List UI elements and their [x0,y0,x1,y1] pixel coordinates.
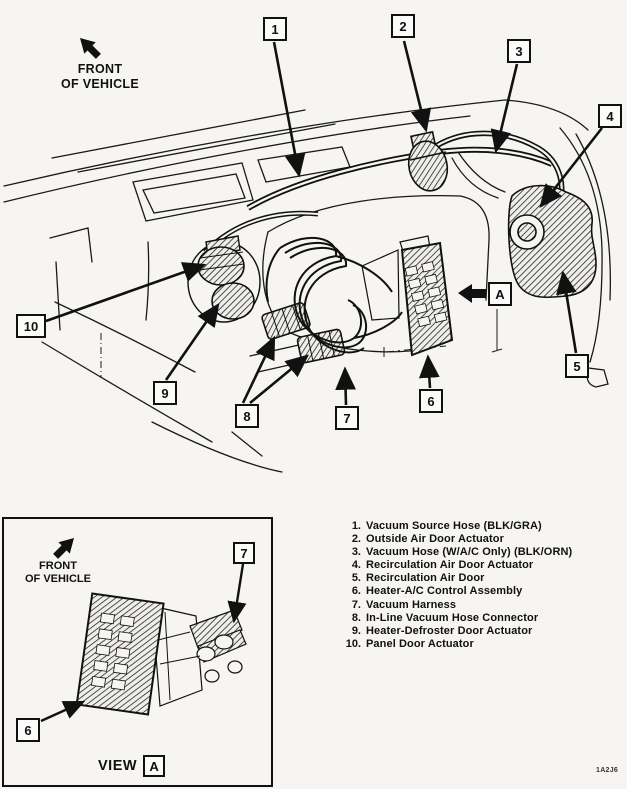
view-caption-marker-box: A [143,755,165,777]
legend-item-label: Vacuum Source Hose (BLK/GRA) [366,520,542,532]
view-caption-prefix: VIEW [98,758,138,774]
legend-item-number: 5. [351,572,361,585]
door-actuator-cluster [188,236,260,322]
front-of-vehicle-arrow-main [80,38,101,59]
front-label-line1: FRONT [77,62,123,76]
front-label-line2: OF VEHICLE [24,572,91,585]
legend-item-label: Heater-A/C Control Assembly [366,585,523,598]
callout-2: 2 [391,14,415,38]
front-label-line1: FRONT [39,560,77,572]
legend-item-number: 9. [351,624,361,637]
legend-item-number: 10. [345,637,361,650]
legend-item-label: Recirculation Air Door [366,572,485,585]
inset-callout-6: 6 [16,718,40,742]
legend-item-number: 4. [351,559,361,572]
legend-item-label: Panel Door Actuator [366,637,474,650]
front-of-vehicle-label-main [52,62,148,91]
legend-item-label: In-Line Vacuum Hose Connector [366,611,539,624]
legend-item [337,625,622,638]
legend-item [337,559,622,572]
callout-8: 8 [235,404,259,428]
callout-1: 1 [263,17,287,41]
recirculation-air-door-housing [509,186,596,298]
legend-item [337,612,622,625]
legend-item [337,585,622,598]
legend-item [337,599,622,612]
callout-5: 5 [565,354,589,378]
callout-3: 3 [507,39,531,63]
view-a-pointer-arrow [458,284,486,303]
legend-item-label: Vacuum Harness [366,598,457,611]
parts-legend [337,520,622,651]
legend-item-label: Recirculation Air Door Actuator [366,559,534,572]
legend-item-number: 3. [351,546,361,559]
legend-item [337,533,622,546]
legend-item-label: Heater-Defroster Door Actuator [366,624,533,637]
inset-callout-7: 7 [233,542,255,564]
callout-6: 6 [419,389,443,413]
legend-item-label: Vacuum Hose (W/A/C Only) (BLK/ORN) [366,546,573,559]
legend-item [337,546,622,559]
view-a-marker: A [488,282,512,306]
legend-item-number: 2. [351,533,361,546]
front-of-vehicle-label-inset [12,560,104,585]
view-a-caption [98,755,165,777]
callout-10: 10 [16,314,46,338]
legend-item-label: Outside Air Door Actuator [366,533,504,546]
callout-7: 7 [335,406,359,430]
legend-item-number: 8. [351,611,361,624]
legend-item-number: 7. [351,598,361,611]
document-code: 1A2J6 [596,767,619,774]
callout-9: 9 [153,381,177,405]
legend-item [337,572,622,585]
legend-item-number: 6. [351,585,361,598]
legend-item [337,638,622,651]
legend-item [337,520,622,533]
legend-item-number: 1. [351,520,361,532]
front-label-line2: OF VEHICLE [60,76,139,91]
heater-ac-control-assembly [362,236,452,355]
callout-4: 4 [598,104,622,128]
vacuum-source-hose [248,150,552,208]
